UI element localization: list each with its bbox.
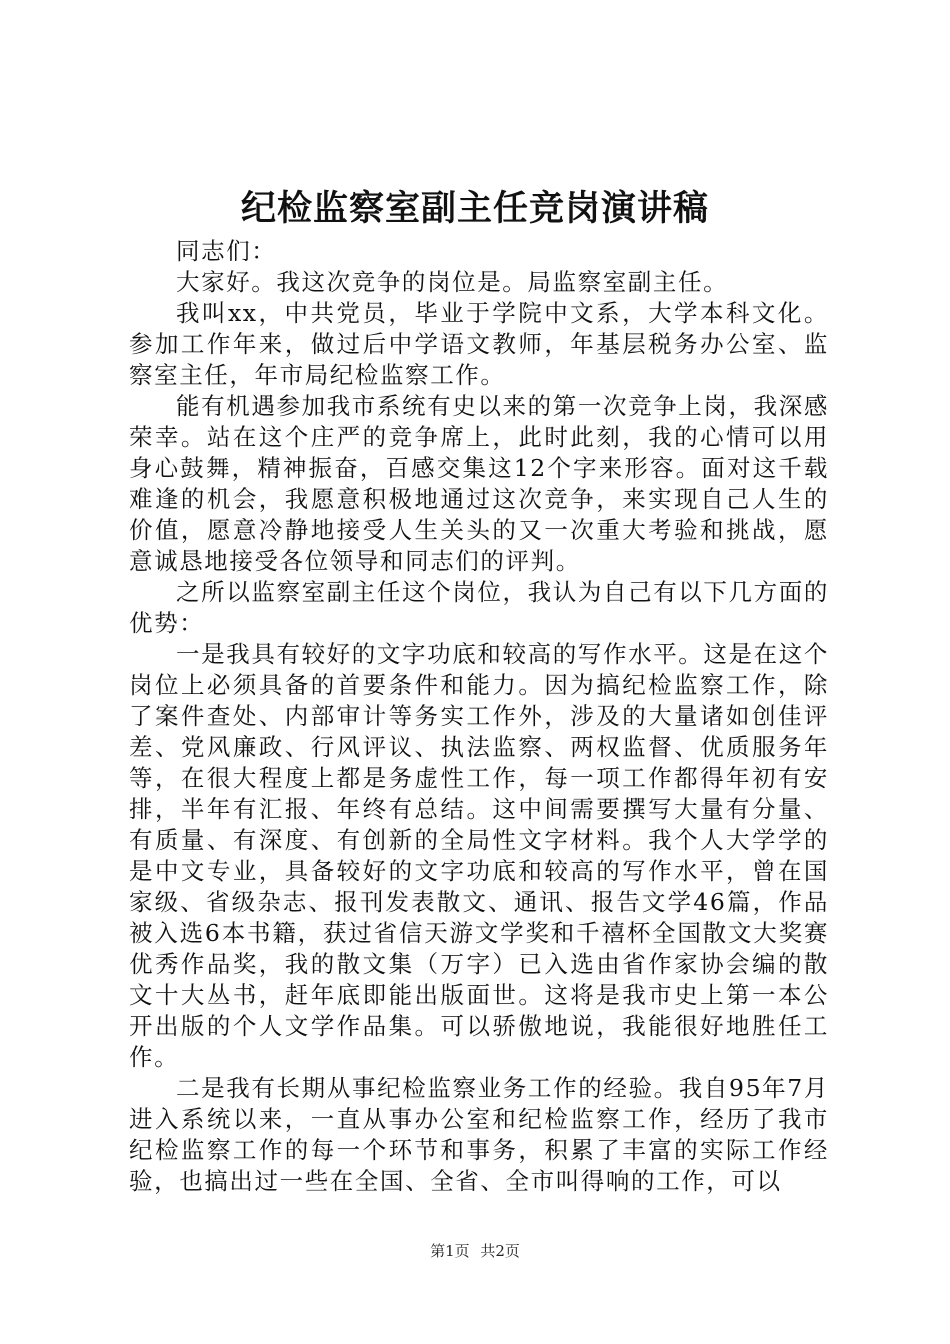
paragraph-motivation: 能有机遇参加我市系统有史以来的第一次竞争上岗，我深感荣幸。站在这个庄严的竞争席上，此时此刻，我的心情可以用身心鼓舞，精神振奋，百感交集这12个字来形容。面对这千载难逢的机会，我愿意积极地通过这次竞争，来实现自己人生的价值，愿意冷静地接受人生关头的又一次重大考验和挑战，愿意诚恳地接受各位领导和同志们的评判。 bbox=[129, 392, 829, 575]
paragraph-opening: 大家好。我这次竞争的岗位是。局监察室副主任。 bbox=[176, 268, 729, 296]
document-title: 纪检监察室副主任竞岗演讲稿 bbox=[240, 188, 709, 229]
paragraph-advantage-two: 二是我有长期从事纪检监察业务工作的经验。我自95年7月进入系统以来，一直从事办公室和纪检监察工作，经历了我市纪检监察工作的每一个环节和事务，积累了丰富的实际工作经验，也搞出过一些在全国、全省、全市叫得响的工作，可以 bbox=[129, 1074, 829, 1195]
paragraph-introduction: 我叫xx，中共党员，毕业于学院中文系，大学本科文化。参加工作年来，做过后中学语文教师，年基层税务办公室、监察室主任，年市局纪检监察工作。 bbox=[129, 299, 829, 389]
page-footer bbox=[0, 1241, 950, 1261]
document-body bbox=[129, 236, 829, 1197]
paragraph-advantage-one: 一是我具有较好的文字功底和较高的写作水平。这是在这个岗位上必须具备的首要条件和能力。因为搞纪检监察工作，除了案件查处、内部审计等务实工作外，涉及的大量诸如创佳评差、党风廉政、行风评议、执法监察、两权监督、优质服务年等，在很大程度上都是务虚性工作，每一项工作都得年初有安排，半年有汇报、年终有总结。这中间需要撰写大量有分量、有质量、有深度、有创新的全局性文字材料。我个人大学学的是中文专业，具备较好的文字功底和较高的写作水平，曾在国家级、省级杂志、报刊发表散文、通讯、报告文学46篇，作品被入选6本书籍，获过省信天游文学奖和千禧杯全国散文大奖赛优秀作品奖，我的散文集（万字）已入选由省作家协会编的散文十大丛书，赶年底即能出版面世。这将是我市史上第一本公开出版的个人文学作品集。可以骄傲地说，我能很好地胜任工作。 bbox=[129, 640, 829, 1071]
page-number: 第1页 bbox=[430, 1242, 470, 1260]
paragraph-greeting: 同志们： bbox=[176, 237, 277, 265]
page-total: 共2页 bbox=[480, 1242, 520, 1260]
paragraph-advantages-intro: 之所以监察室副主任这个岗位，我认为自己有以下几方面的优势： bbox=[129, 578, 829, 637]
